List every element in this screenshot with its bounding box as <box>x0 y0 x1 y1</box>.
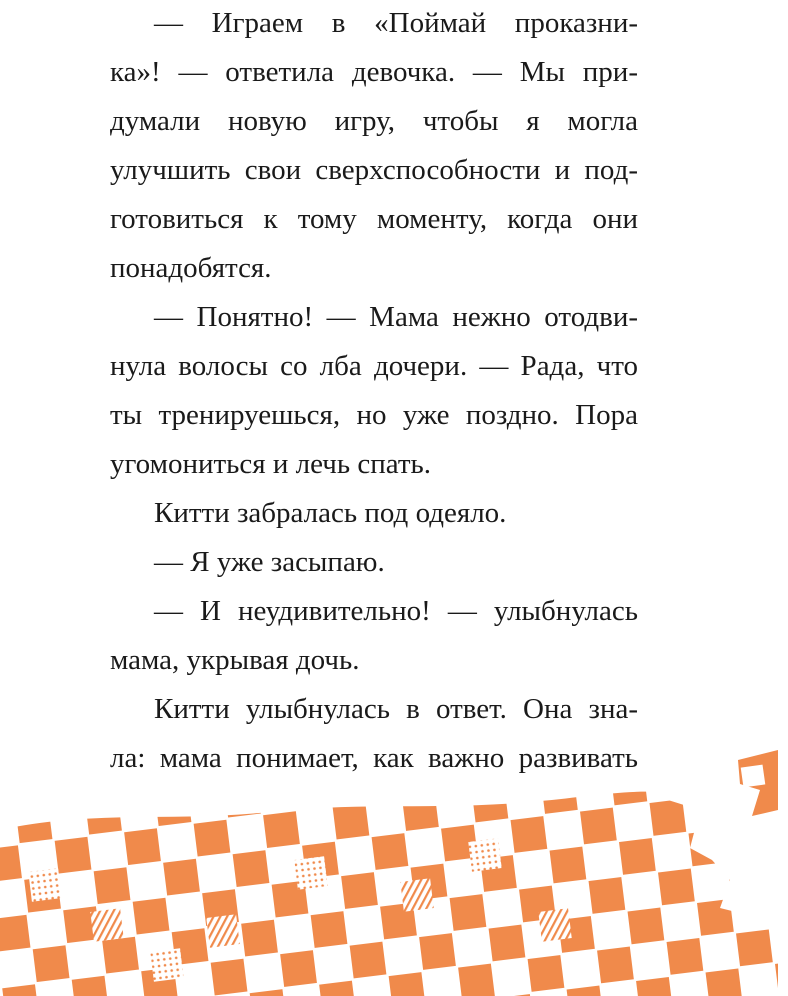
text-line: — И неудивительно! — улыбнулась <box>154 595 638 627</box>
text-line: думали новую игру, чтобы я могла <box>110 105 638 137</box>
text-line: — Я уже засыпаю. <box>154 546 385 578</box>
text-line: понадобятся. <box>110 252 272 284</box>
text-line: готовиться к тому моменту, когда они <box>110 203 638 235</box>
text-line: Китти забралась под одеяло. <box>154 497 507 529</box>
checkered-blanket-icon <box>0 740 788 996</box>
text-line: улучшить свои сверхспособности и под- <box>110 154 638 186</box>
text-line: — Понятно! — Мама нежно отодви- <box>154 301 638 333</box>
text-line: мама, укрывая дочь. <box>110 644 360 676</box>
text-line: ла: мама понимает, как важно развивать <box>110 742 638 774</box>
text-line: ка»! — ответила девочка. — Мы при- <box>110 56 638 88</box>
text-line: нула волосы со лба дочери. — Рада, что <box>110 350 638 382</box>
text-line: Китти улыбнулась в ответ. Она зна- <box>154 693 638 725</box>
text-line: ты тренируешься, но уже поздно. Пора <box>110 399 638 431</box>
text-line: — Играем в «Поймай проказни- <box>154 7 638 39</box>
text-line: угомониться и лечь спать. <box>110 448 431 480</box>
